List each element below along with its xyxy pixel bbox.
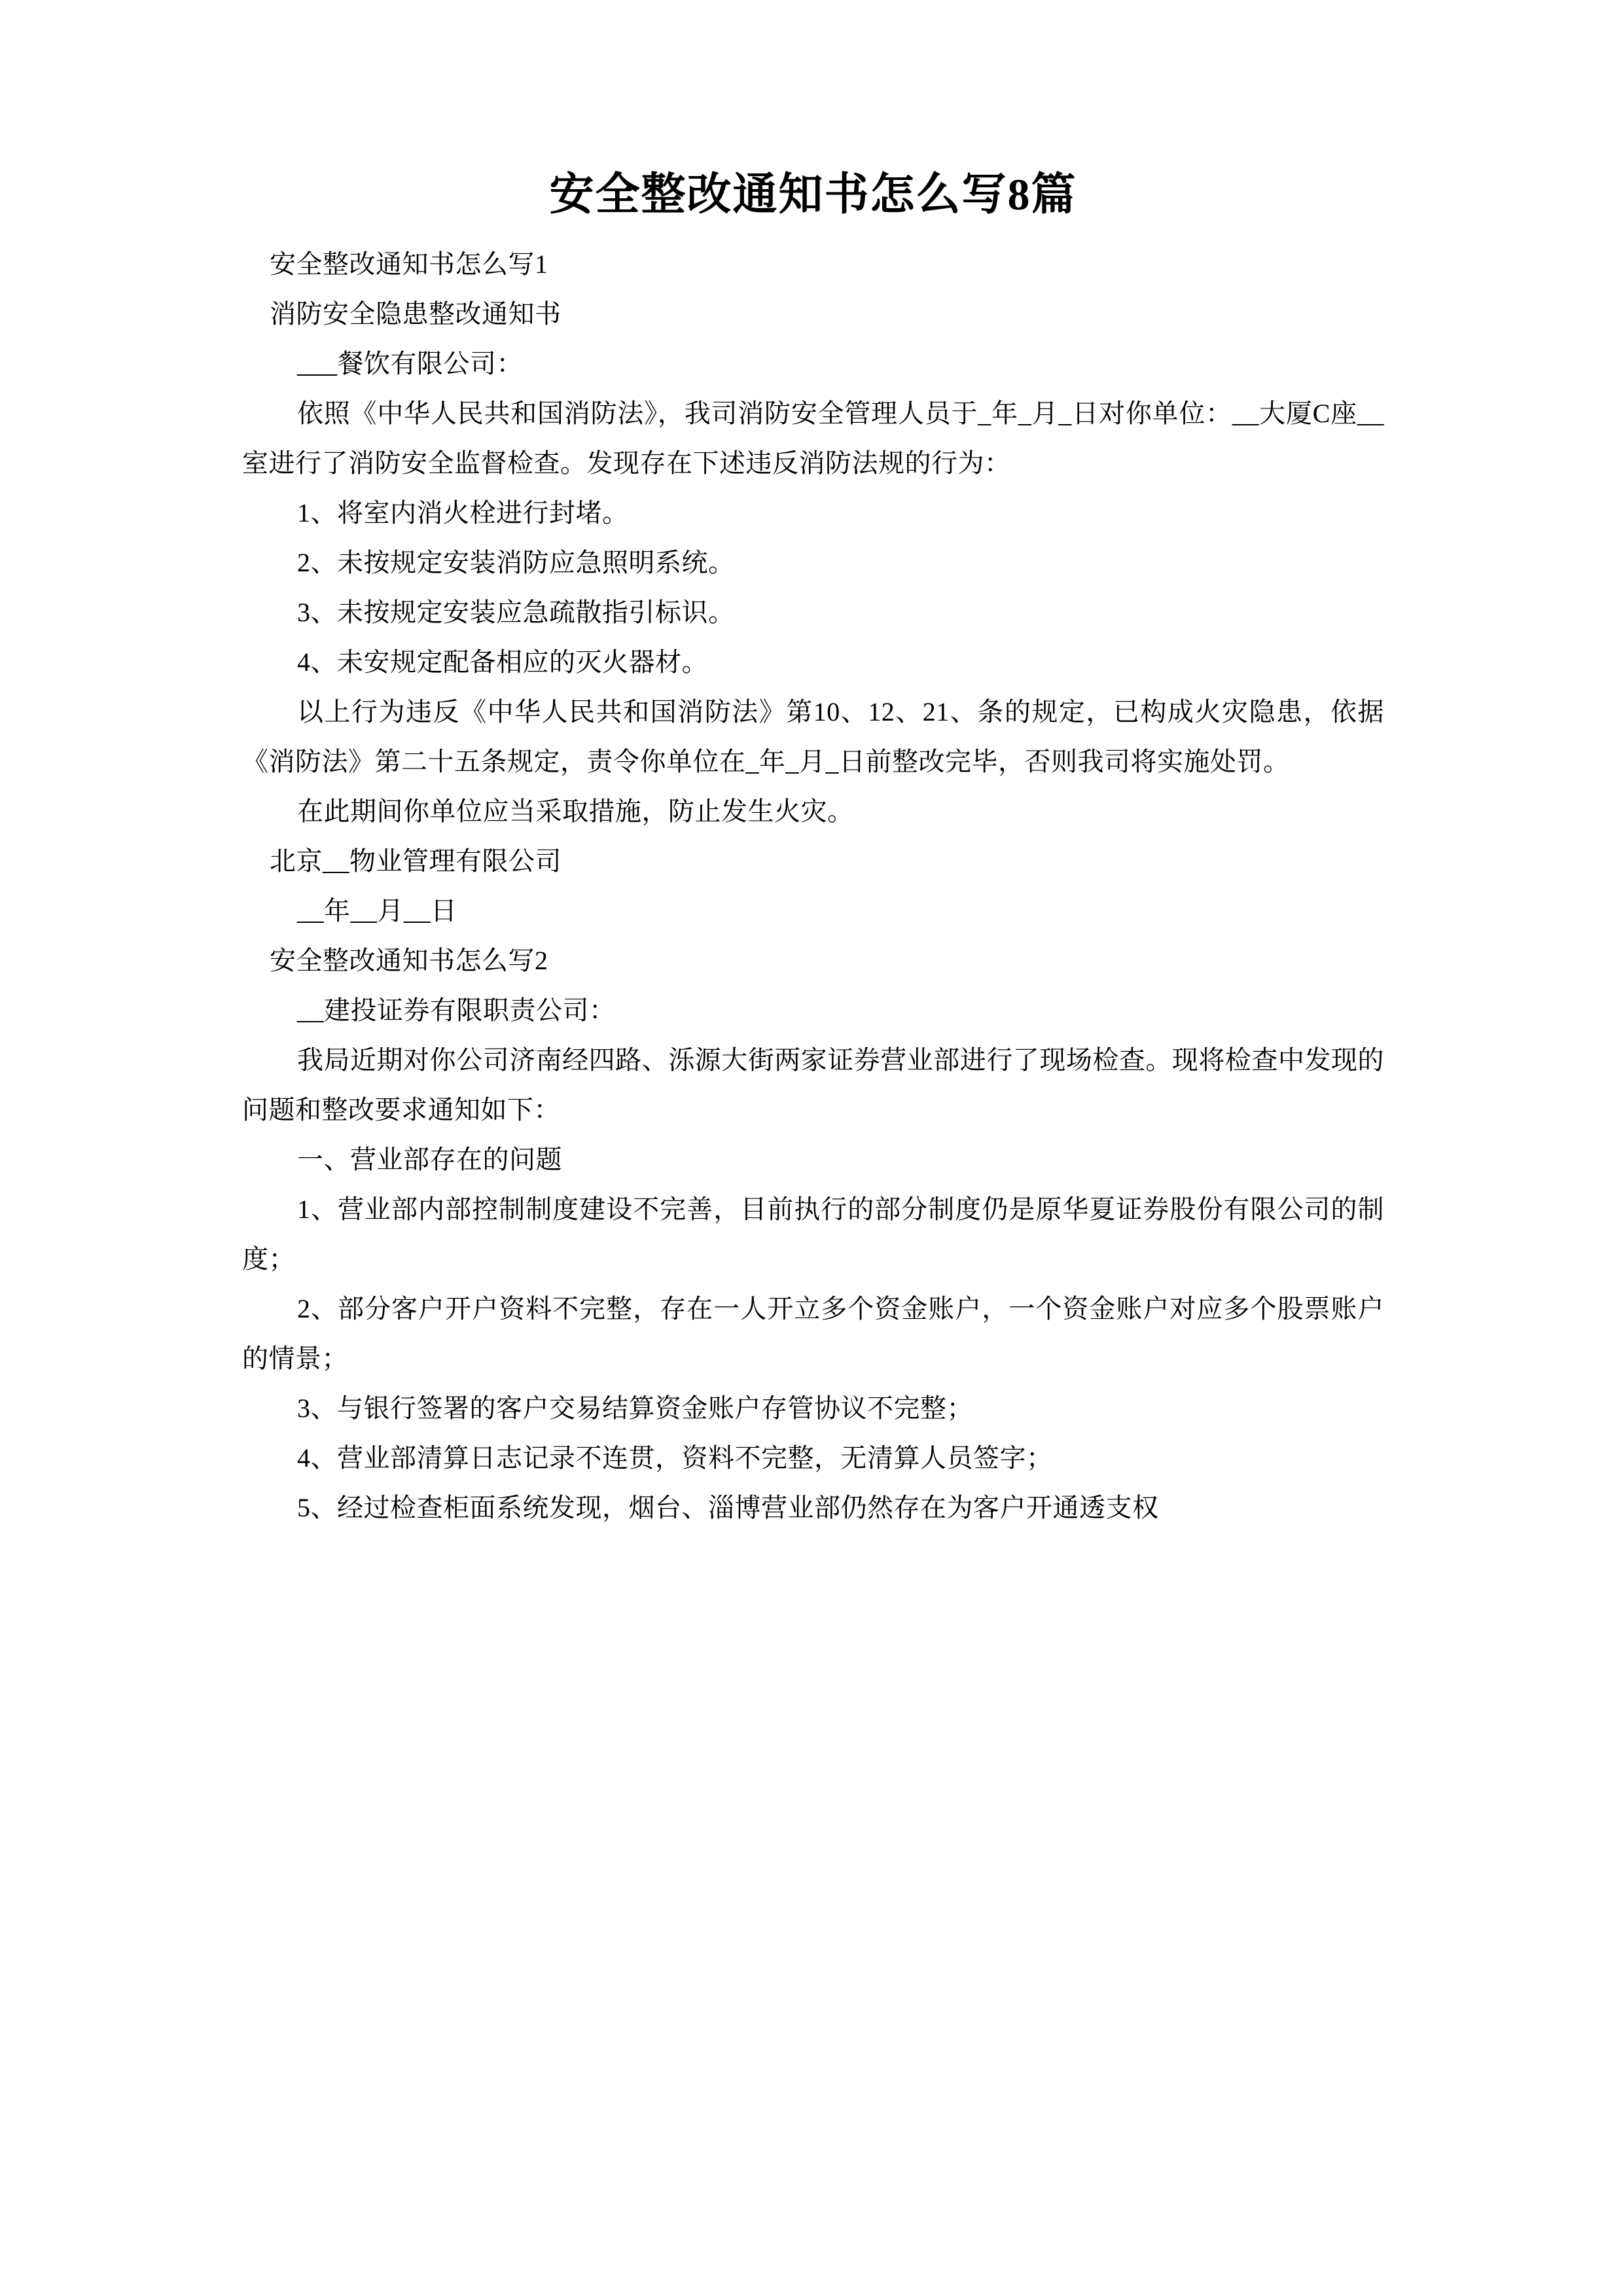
- section-2-intro-paragraph: 我局近期对你公司济南经四路、泺源大街两家证券营业部进行了现场检查。现将检查中发现的问题和整改要求通知如下：: [242, 1045, 1384, 1124]
- section-1-precaution-paragraph: 在此期间你单位应当采取措施，防止发生火灾。: [297, 797, 854, 826]
- section-2-problem-item-3: 3、与银行签署的客户交易结算资金账户存管协议不完整；: [297, 1393, 973, 1423]
- section-2-problem-item-4: 4、营业部清算日志记录不连贯，资料不完整，无清算人员签字；: [297, 1443, 1053, 1473]
- section-1-violation-item-3: 3、未按规定安装应急疏散指引标识。: [297, 598, 735, 627]
- section-2-subsection-one-heading: 一、营业部存在的问题: [297, 1145, 562, 1174]
- document-content: [242, 167, 1384, 1533]
- page-title: 安全整改通知书怎么写8篇: [549, 170, 1077, 219]
- section-1-addressee: ___餐饮有限公司：: [297, 349, 523, 378]
- section-2-addressee: __建投证券有限职责公司：: [297, 996, 616, 1025]
- section-2-problem-item-2: 2、部分客户开户资料不完整，存在一人开立多个资金账户，一个资金账户对应多个股票账户的情景；: [242, 1294, 1384, 1373]
- section-1-legal-basis-paragraph: 以上行为违反《中华人民共和国消防法》第10、12、21、条的规定，已构成火灾隐患，依据《消防法》第二十五条规定，责令你单位在_年_月_日前整改完毕，否则我司将实施处罚。: [242, 697, 1384, 776]
- section-1-signature-company: 北京__物业管理有限公司: [270, 846, 562, 876]
- section-2-heading: 安全整改通知书怎么写2: [270, 946, 548, 975]
- section-2-problem-item-1: 1、营业部内部控制制度建设不完善，目前执行的部分制度仍是原华夏证券股份有限公司的制度；: [242, 1194, 1384, 1274]
- section-1-violation-item-2: 2、未按规定安装消防应急照明系统。: [297, 548, 735, 577]
- section-1-violation-item-1: 1、将室内消火栓进行封堵。: [297, 498, 629, 528]
- section-1-heading: 安全整改通知书怎么写1: [270, 249, 548, 279]
- section-1-signature-date: __年__月__日: [297, 896, 457, 925]
- section-2-problem-item-5: 5、经过检查柜面系统发现，烟台、淄博营业部仍然存在为客户开通透支权: [297, 1493, 1159, 1522]
- section-1-intro-paragraph: 依照《中华人民共和国消防法》，我司消防安全管理人员于_年_月_日对你单位：__大厦C座__室进行了消防安全监督检查。发现存在下述违反消防法规的行为：: [242, 399, 1384, 478]
- section-1-violation-item-4: 4、未安规定配备相应的灭火器材。: [297, 647, 708, 677]
- section-1-subtitle: 消防安全隐患整改通知书: [270, 299, 562, 329]
